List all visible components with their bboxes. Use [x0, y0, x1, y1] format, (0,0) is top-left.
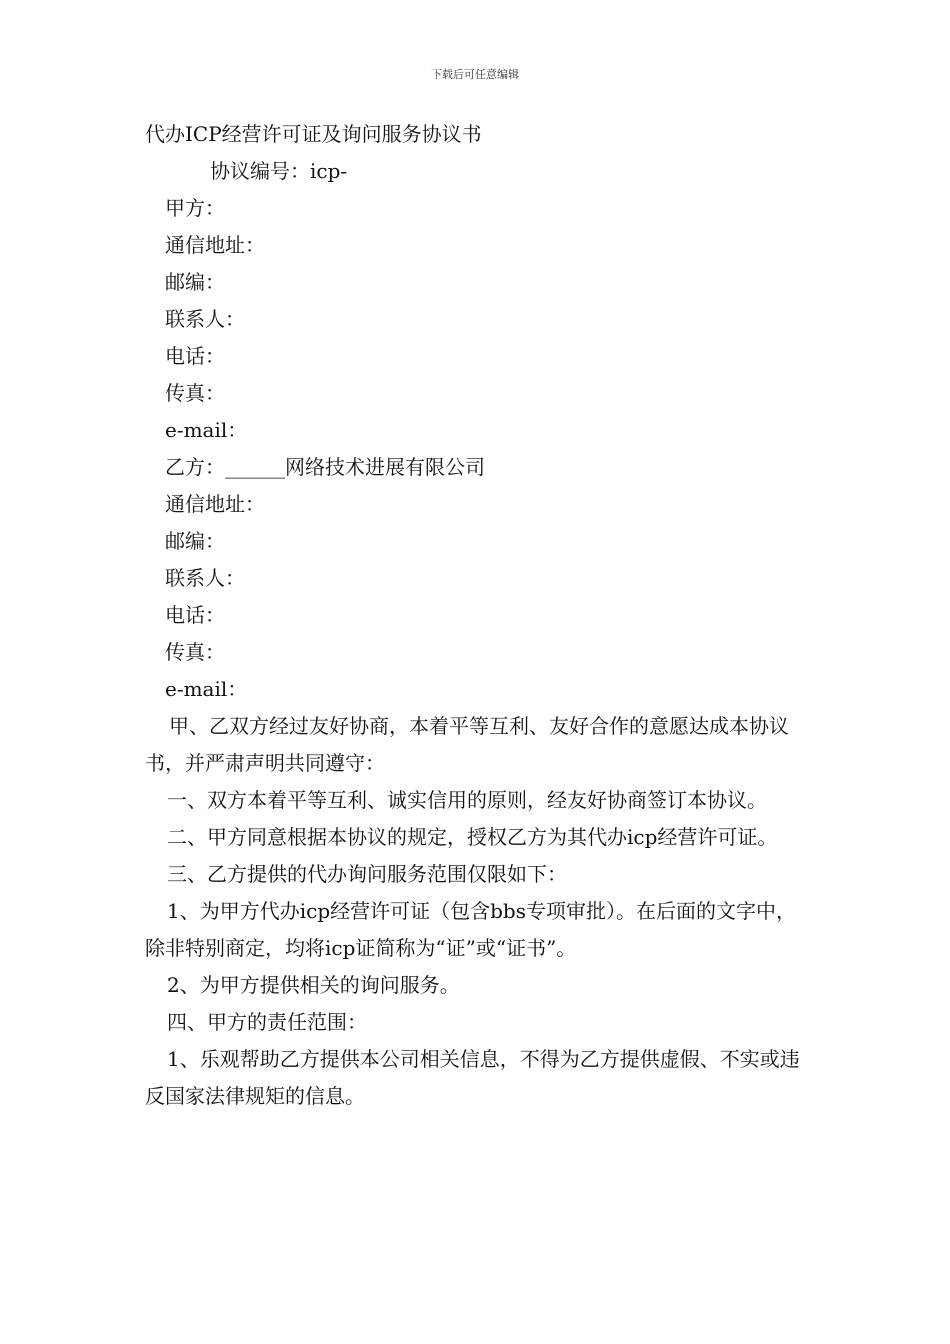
paragraph-clause-3: 三、乙方提供的代办询问服务范围仅限如下：: [167, 862, 567, 886]
party-a-address: 通信地址：: [165, 233, 265, 257]
party-b-fax: 传真：: [165, 640, 225, 664]
party-a-email: e-mail：: [165, 418, 248, 442]
party-a-postcode: 邮编：: [165, 270, 225, 294]
paragraph-clause-4: 四、甲方的责任范围：: [167, 1010, 367, 1034]
party-b-address: 通信地址：: [165, 492, 265, 516]
document-body: [145, 116, 810, 1115]
party-b-email: e-mail：: [165, 677, 248, 701]
party-b-postcode: 邮编：: [165, 529, 225, 553]
paragraph-clause-3-item-1: 1、为甲方代办icp经营许可证（包含bbs专项审批）。在后面的文字中，除非特别商定，均将icp证简称为“证”或“证书”。: [145, 899, 796, 960]
party-a-contact: 联系人：: [165, 307, 245, 331]
paragraph-clause-2: 二、甲方同意根据本协议的规定，授权乙方为其代办icp经营许可证。: [167, 825, 778, 849]
paragraph-clause-4-item-1: 1、乐观帮助乙方提供本公司相关信息，不得为乙方提供虚假、不实或违反国家法律规矩的信息。: [145, 1047, 800, 1108]
party-b-contact: 联系人：: [165, 566, 245, 590]
paragraph-clause-1: 一、双方本着平等互利、诚实信用的原则，经友好协商签订本协议。: [167, 788, 767, 812]
paragraph-preamble: 甲、乙双方经过友好协商，本着平等互利、友好合作的意愿达成本协议书，并严肃声明共同遵守：: [145, 714, 789, 775]
party-a-label: 甲方：: [165, 196, 225, 220]
party-a-fax: 传真：: [165, 381, 225, 405]
paragraph-clause-3-item-2: 2、为甲方提供相关的询问服务。: [167, 973, 460, 997]
party-a-phone: 电话：: [165, 344, 225, 368]
document-title: 代办ICP经营许可证及询问服务协议书: [145, 122, 482, 146]
party-b-phone: 电话：: [165, 603, 225, 627]
page-header: 下载后可任意编辑: [431, 68, 519, 81]
party-b-label: 乙方：______网络技术进展有限公司: [165, 455, 485, 479]
agreement-number: 协议编号：icp-: [210, 159, 348, 183]
